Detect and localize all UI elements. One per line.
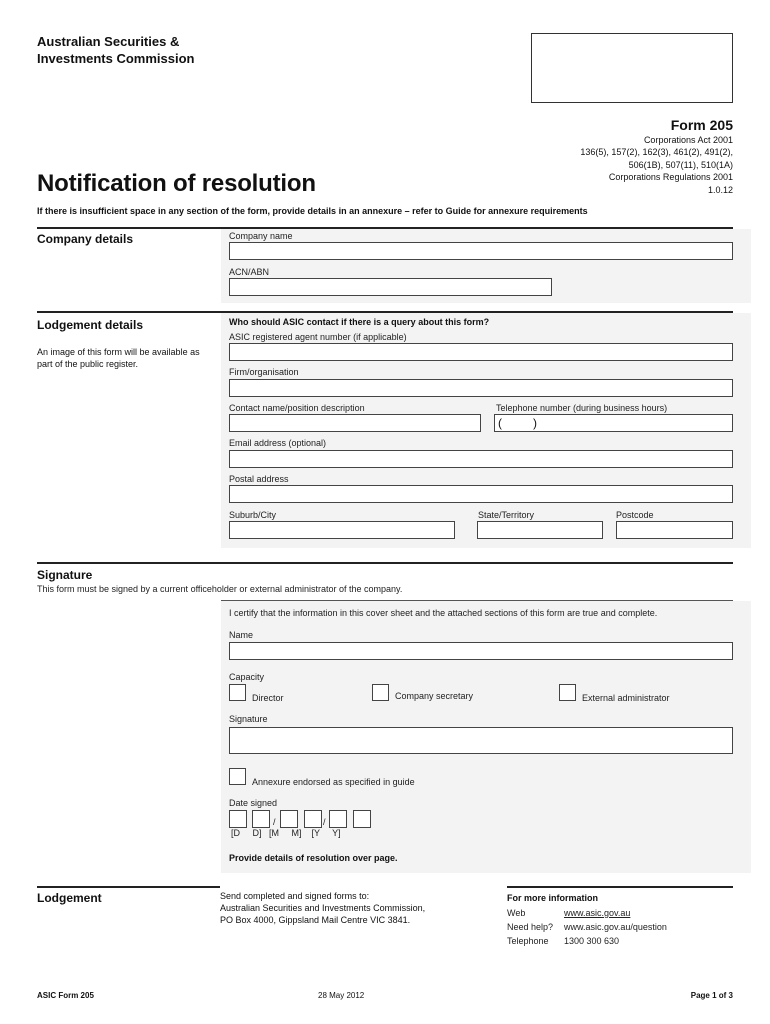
director-checkbox[interactable] bbox=[229, 684, 246, 701]
question-link[interactable]: www.asic.gov.au/question bbox=[564, 922, 667, 932]
org-line-2: Investments Commission bbox=[37, 51, 195, 66]
suburb-input[interactable] bbox=[229, 521, 455, 539]
phone-input[interactable] bbox=[494, 414, 733, 432]
section-rule bbox=[507, 886, 733, 888]
date-month-2[interactable] bbox=[304, 810, 322, 828]
send-line: PO Box 4000, Gippsland Mail Centre VIC 3841. bbox=[220, 915, 411, 925]
agent-number-label: ASIC registered agent number (if applicable) bbox=[229, 332, 407, 342]
company-name-input[interactable] bbox=[229, 242, 733, 260]
capacity-label: Capacity bbox=[229, 672, 265, 682]
agent-number-input[interactable] bbox=[229, 343, 733, 361]
phone-close-paren: ) bbox=[533, 416, 537, 430]
name-label: Name bbox=[229, 630, 254, 640]
page-title: Notification of resolution bbox=[37, 170, 316, 197]
postal-label: Postal address bbox=[229, 474, 289, 484]
send-line: Australian Securities and Investments Commission, bbox=[220, 903, 426, 913]
date-day-1[interactable] bbox=[229, 810, 247, 828]
footer-date: 28 May 2012 bbox=[318, 991, 365, 1000]
provide-details-note: Provide details of resolution over page. bbox=[229, 853, 398, 863]
need-help-label: Need help? bbox=[507, 922, 554, 932]
external-administrator-checkbox[interactable] bbox=[559, 684, 576, 701]
date-day-2[interactable] bbox=[252, 810, 270, 828]
firm-label: Firm/organisation bbox=[229, 367, 299, 377]
annexure-label: Annexure endorsed as specified in guide bbox=[252, 777, 415, 787]
web-link[interactable]: www.asic.gov.au bbox=[564, 908, 631, 918]
acn-input[interactable] bbox=[229, 278, 552, 296]
legal-line: Corporations Act 2001 bbox=[643, 135, 733, 145]
contact-name-label: Contact name/position description bbox=[229, 403, 365, 413]
footer-page-number: Page 1 of 3 bbox=[690, 991, 733, 1000]
company-secretary-checkbox[interactable] bbox=[372, 684, 389, 701]
postcode-label: Postcode bbox=[616, 510, 654, 520]
contact-name-input[interactable] bbox=[229, 414, 481, 432]
date-month-1[interactable] bbox=[280, 810, 298, 828]
state-label: State/Territory bbox=[478, 510, 535, 520]
form-number: Form 205 bbox=[670, 117, 733, 133]
public-register-note: An image of this form will be available as part of the public register. bbox=[37, 347, 200, 369]
director-label: Director bbox=[252, 693, 284, 703]
state-input[interactable] bbox=[477, 521, 603, 539]
postal-input[interactable] bbox=[229, 485, 733, 503]
section-rule bbox=[37, 562, 733, 564]
suburb-label: Suburb/City bbox=[229, 510, 277, 520]
certify-statement: I certify that the information in this cover sheet and the attached sections of this form are true and complete. bbox=[229, 608, 658, 618]
legal-line: 136(5), 157(2), 162(3), 461(2), 491(2), bbox=[580, 147, 733, 158]
phone-open-paren: ( bbox=[498, 416, 502, 430]
date-signed-label: Date signed bbox=[229, 798, 278, 808]
date-slash: / bbox=[273, 817, 276, 827]
lodgement-details-heading: Lodgement details bbox=[37, 318, 144, 332]
telephone-number: 1300 300 630 bbox=[564, 936, 620, 946]
web-label: Web bbox=[507, 908, 526, 918]
send-line: Send completed and signed forms to: bbox=[220, 891, 370, 901]
legal-line: 1.0.12 bbox=[707, 184, 733, 195]
contact-question: Who should ASIC contact if there is a query about this form? bbox=[229, 317, 490, 327]
footer-form-name: ASIC Form 205 bbox=[37, 991, 94, 1000]
office-use-box bbox=[531, 33, 733, 103]
date-format-hint: [D D] [M M] [Y Y] bbox=[231, 828, 341, 838]
annexure-checkbox[interactable] bbox=[229, 768, 246, 785]
signature-input[interactable] bbox=[229, 727, 733, 754]
send-address bbox=[220, 890, 500, 926]
email-input[interactable] bbox=[229, 450, 733, 468]
date-year-1[interactable] bbox=[329, 810, 347, 828]
annexure-note: If there is insufficient space in any section of the form, provide details in an annexure – refer to Guide for annexure requirements bbox=[37, 206, 588, 216]
company-details-heading: Company details bbox=[37, 232, 134, 246]
date-slash: / bbox=[323, 817, 326, 827]
organisation-name bbox=[37, 33, 277, 67]
org-line-1: Australian Securities & bbox=[37, 34, 180, 49]
section-rule bbox=[37, 886, 220, 888]
phone-label: Telephone number (during business hours) bbox=[496, 403, 668, 413]
company-secretary-label: Company secretary bbox=[395, 691, 474, 701]
telephone-label: Telephone bbox=[507, 936, 549, 946]
company-name-label: Company name bbox=[229, 231, 293, 241]
legal-line: 506(1B), 507(11), 510(1A) bbox=[628, 159, 733, 170]
legal-line: Corporations Regulations 2001 bbox=[608, 172, 733, 183]
acn-label: ACN/ABN bbox=[229, 267, 270, 277]
external-administrator-label: External administrator bbox=[582, 693, 670, 703]
date-year-2[interactable] bbox=[353, 810, 371, 828]
postcode-input[interactable] bbox=[616, 521, 733, 539]
name-input[interactable] bbox=[229, 642, 733, 660]
signature-label: Signature bbox=[229, 714, 268, 724]
legal-references bbox=[513, 134, 733, 196]
email-label: Email address (optional) bbox=[229, 438, 327, 448]
signature-heading: Signature bbox=[37, 568, 93, 582]
firm-input[interactable] bbox=[229, 379, 733, 397]
signature-intro: This form must be signed by a current officeholder or external administrator of the company. bbox=[37, 584, 403, 594]
lodgement-heading: Lodgement bbox=[37, 891, 102, 905]
more-info-heading: For more information bbox=[507, 893, 599, 903]
